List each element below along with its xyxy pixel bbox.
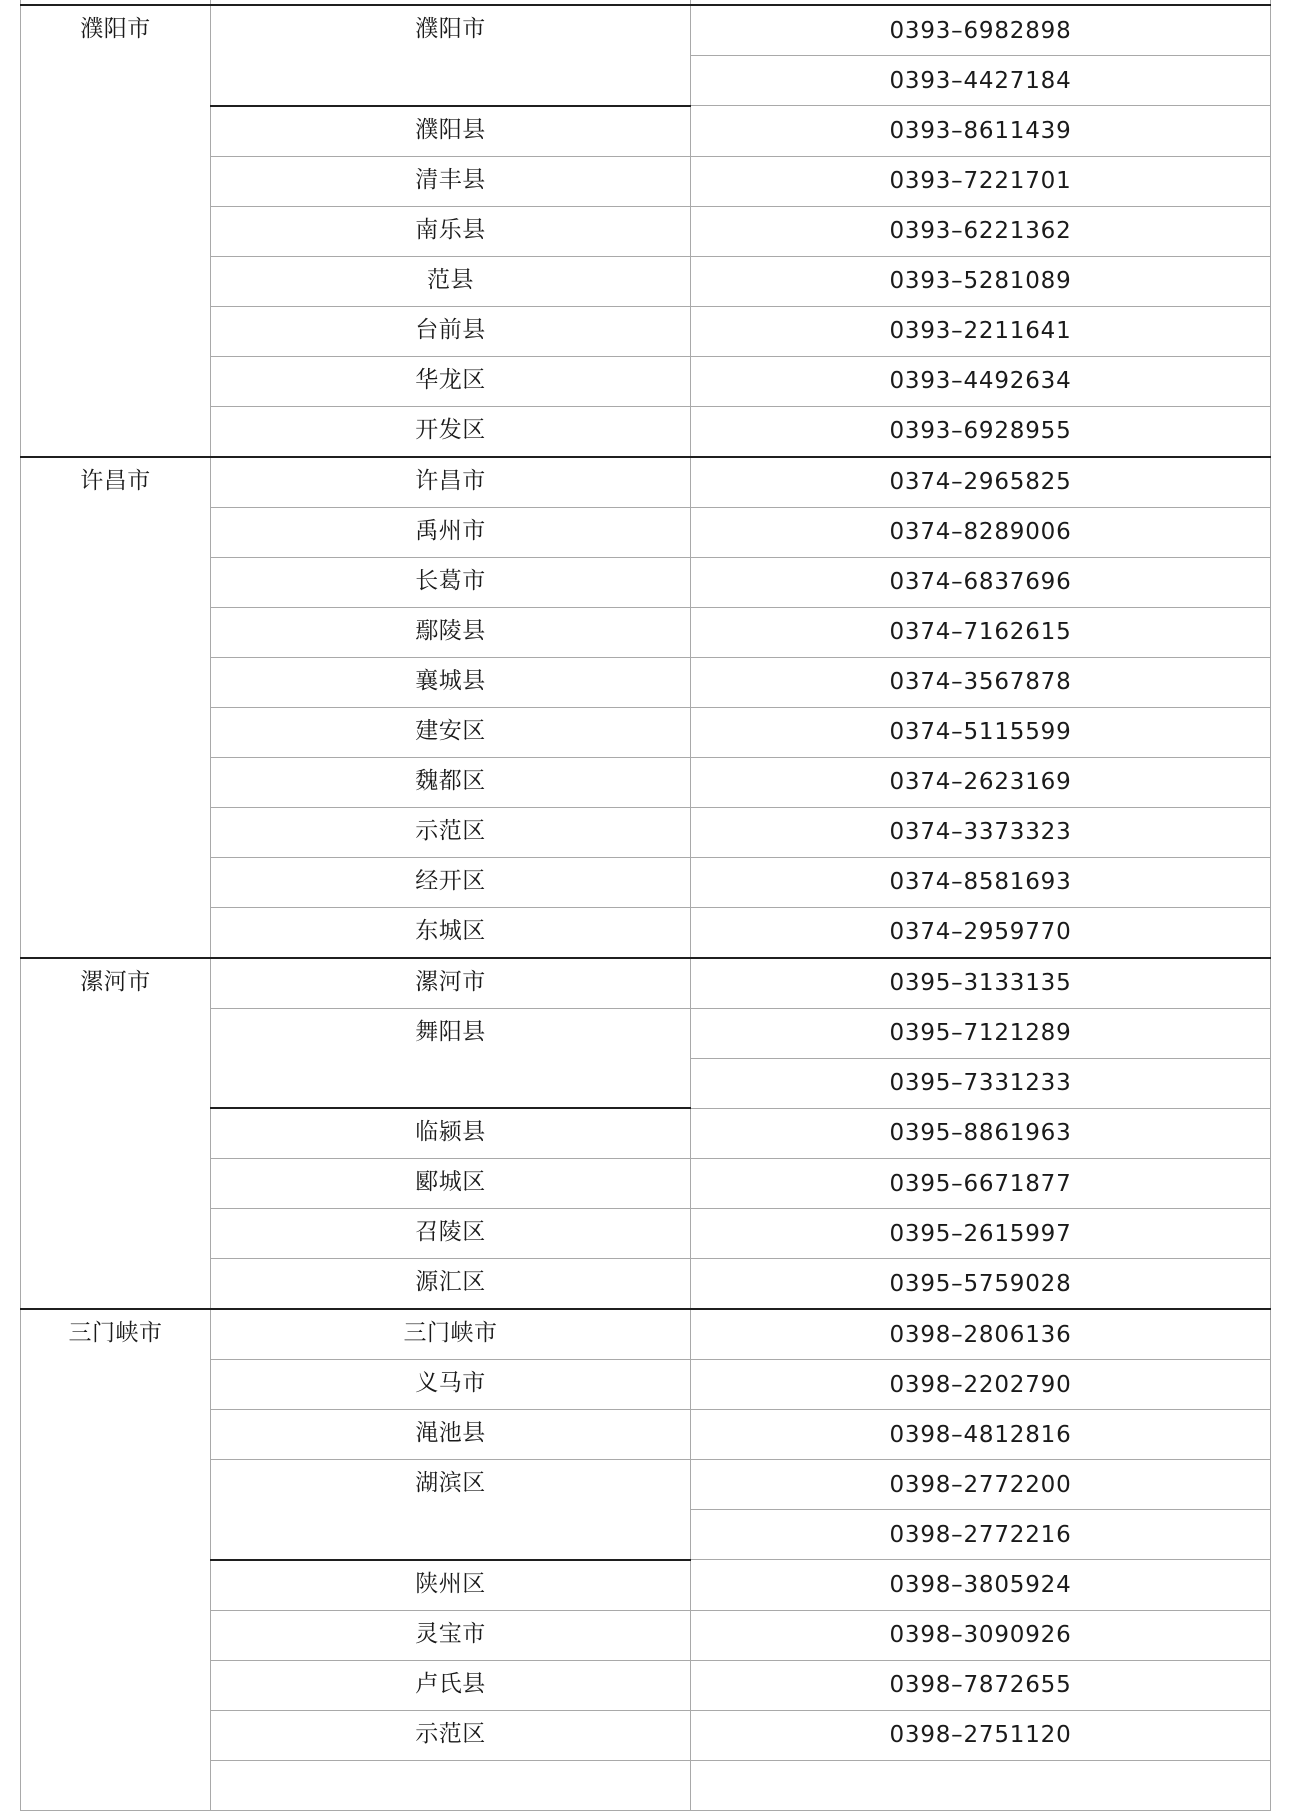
county-cell: 陕州区 (211, 1560, 691, 1611)
phone-cell: 0374–6837696 (691, 557, 1271, 607)
county-cell: 郾城区 (211, 1159, 691, 1209)
county-cell: 清丰县 (211, 156, 691, 206)
county-cell: 湖滨区 (211, 1460, 691, 1560)
phone-cell: 0398–4812816 (691, 1410, 1271, 1460)
phone-cell: 0398–3090926 (691, 1610, 1271, 1660)
county-cell: 示范区 (211, 807, 691, 857)
phone-cell: 0374–8289006 (691, 507, 1271, 557)
county-cell: 许昌市 (211, 457, 691, 508)
table-row (21, 457, 1271, 508)
county-cell: 濮阳县 (211, 106, 691, 157)
phone-cell: 0393–2211641 (691, 306, 1271, 356)
phone-cell: 0395–5759028 (691, 1259, 1271, 1310)
table-body (21, 0, 1271, 1810)
phone-cell: 0395–6671877 (691, 1159, 1271, 1209)
phone-cell: 0374–3373323 (691, 807, 1271, 857)
phone-cell: 0398–2751120 (691, 1710, 1271, 1760)
table-row (21, 1309, 1271, 1360)
phone-cell: 0398–7872655 (691, 1660, 1271, 1710)
city-cell: 濮阳市 (21, 5, 211, 457)
phone-cell: 0395–7331233 (691, 1058, 1271, 1108)
phone-cell: 0374–7162615 (691, 607, 1271, 657)
county-cell: 漯河市 (211, 958, 691, 1009)
county-cell: 卢氏县 (211, 1660, 691, 1710)
phone-cell: 0398–2202790 (691, 1360, 1271, 1410)
phone-cell: 0393–8611439 (691, 106, 1271, 157)
city-cell: 漯河市 (21, 958, 211, 1310)
table-row (21, 958, 1271, 1009)
county-cell: 长葛市 (211, 557, 691, 607)
phone-cell: 0393–6982898 (691, 5, 1271, 56)
county-cell (211, 1760, 691, 1810)
county-cell: 义马市 (211, 1360, 691, 1410)
phone-cell: 0393–4492634 (691, 356, 1271, 406)
county-cell: 召陵区 (211, 1209, 691, 1259)
county-cell: 魏都区 (211, 757, 691, 807)
county-cell: 鄢陵县 (211, 607, 691, 657)
phone-cell: 0395–2615997 (691, 1209, 1271, 1259)
phone-cell: 0398–2806136 (691, 1309, 1271, 1360)
phone-cell: 0398–2772200 (691, 1460, 1271, 1510)
phone-cell: 0398–2772216 (691, 1510, 1271, 1560)
phone-cell: 0393–5281089 (691, 256, 1271, 306)
phone-cell: 0395–8861963 (691, 1108, 1271, 1159)
phone-directory-table (20, 0, 1271, 1811)
county-cell: 禹州市 (211, 507, 691, 557)
county-cell: 三门峡市 (211, 1309, 691, 1360)
county-cell: 示范区 (211, 1710, 691, 1760)
county-cell: 台前县 (211, 306, 691, 356)
phone-cell: 0374–2959770 (691, 907, 1271, 958)
phone-cell (691, 1760, 1271, 1810)
phone-cell: 0395–3133135 (691, 958, 1271, 1009)
county-cell: 濮阳市 (211, 5, 691, 106)
city-cell: 许昌市 (21, 457, 211, 958)
phone-cell: 0393–6928955 (691, 406, 1271, 457)
phone-cell: 0374–3567878 (691, 657, 1271, 707)
phone-cell: 0374–2965825 (691, 457, 1271, 508)
phone-cell: 0395–7121289 (691, 1008, 1271, 1058)
county-cell: 范县 (211, 256, 691, 306)
phone-cell: 0374–8581693 (691, 857, 1271, 907)
county-cell: 开发区 (211, 406, 691, 457)
phone-cell: 0393–4427184 (691, 56, 1271, 106)
county-cell: 南乐县 (211, 206, 691, 256)
county-cell: 襄城县 (211, 657, 691, 707)
county-cell: 华龙区 (211, 356, 691, 406)
phone-cell: 0393–7221701 (691, 156, 1271, 206)
phone-cell: 0374–5115599 (691, 707, 1271, 757)
county-cell: 源汇区 (211, 1259, 691, 1310)
table-row (21, 5, 1271, 56)
county-cell: 舞阳县 (211, 1008, 691, 1108)
phone-cell: 0393–6221362 (691, 206, 1271, 256)
county-cell: 建安区 (211, 707, 691, 757)
county-cell: 渑池县 (211, 1410, 691, 1460)
county-cell: 东城区 (211, 907, 691, 958)
county-cell: 经开区 (211, 857, 691, 907)
county-cell: 灵宝市 (211, 1610, 691, 1660)
city-cell: 三门峡市 (21, 1309, 211, 1810)
phone-cell: 0398–3805924 (691, 1560, 1271, 1611)
phone-directory-table-container (20, 0, 1270, 1811)
phone-cell: 0374–2623169 (691, 757, 1271, 807)
county-cell: 临颍县 (211, 1108, 691, 1159)
